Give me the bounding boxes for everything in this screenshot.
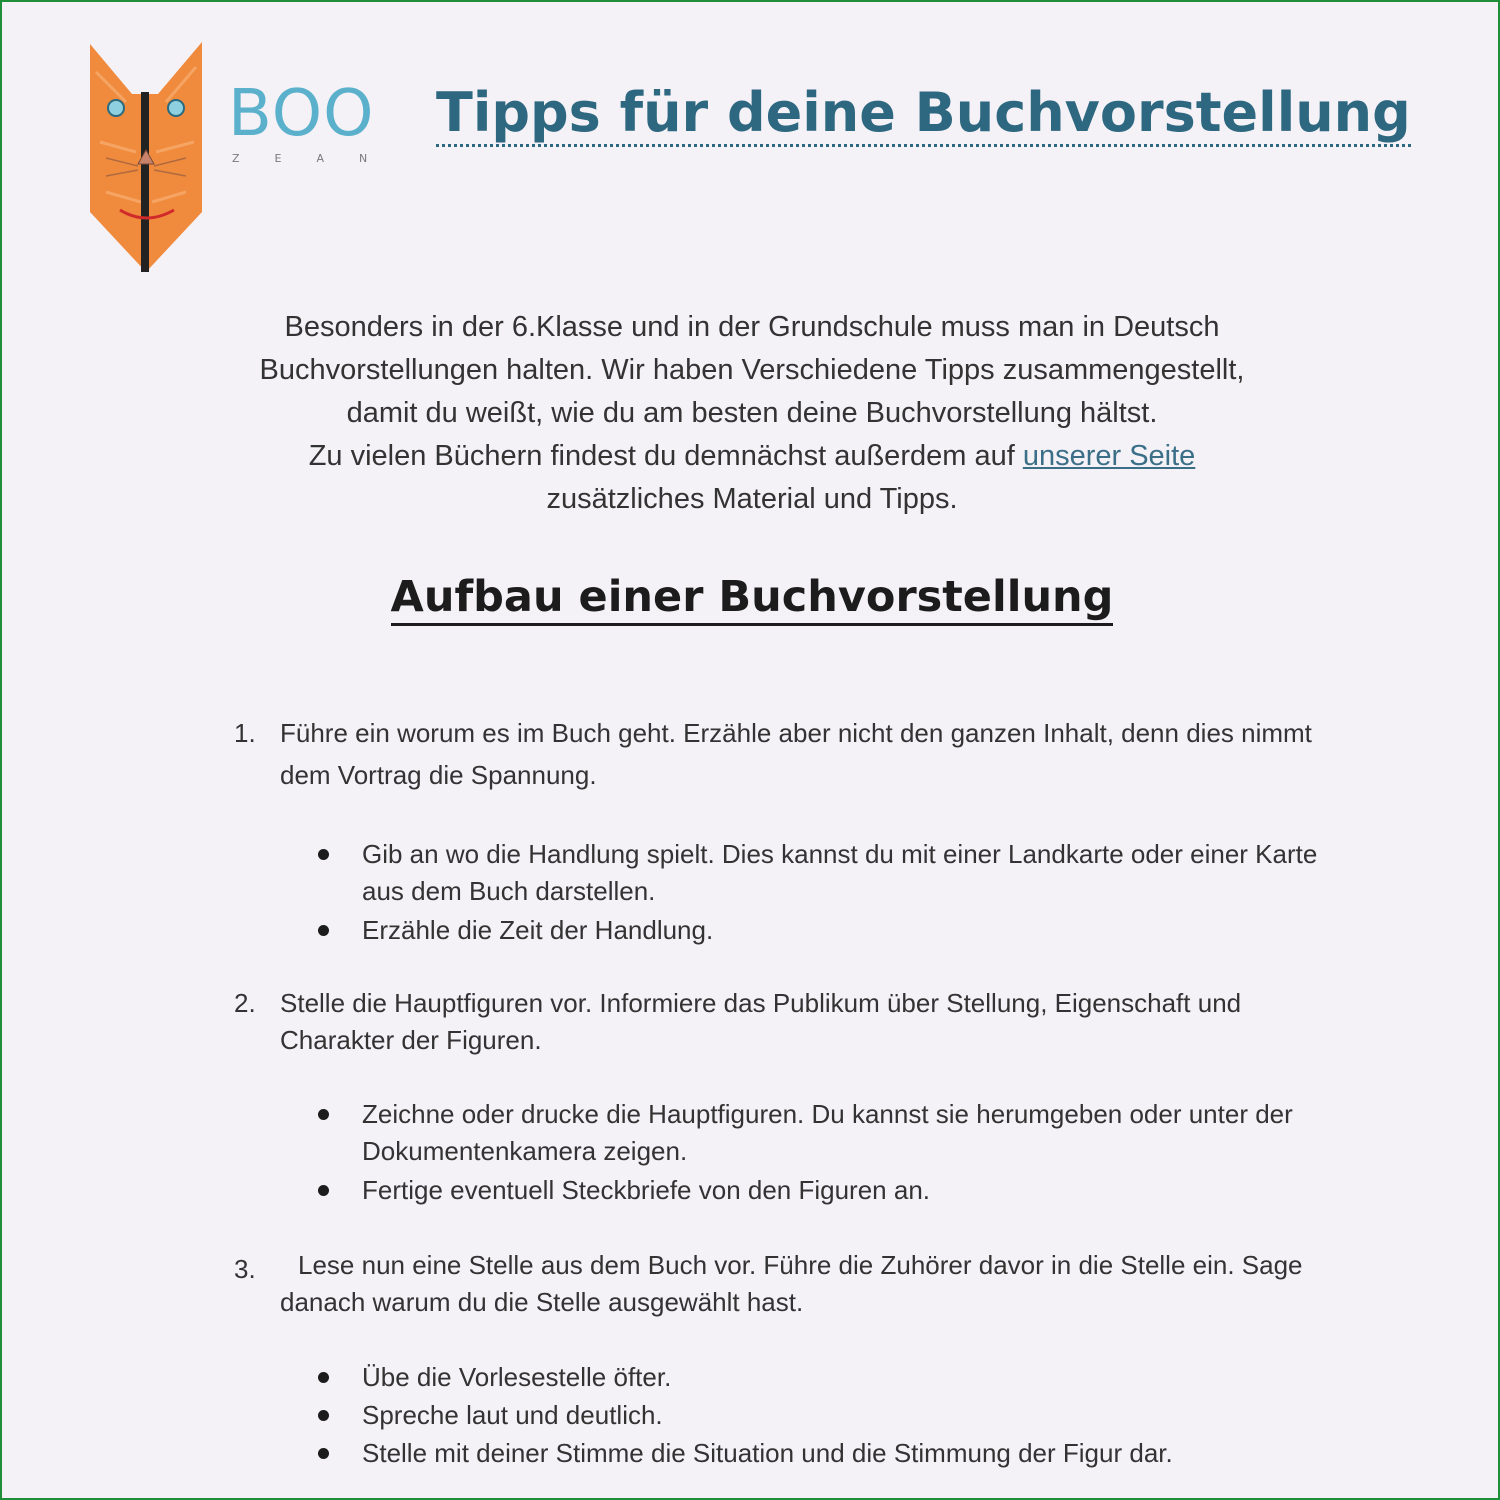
bullet-text: Erzähle die Zeit der Handlung. — [362, 915, 714, 945]
bullet-dot-icon — [318, 1372, 329, 1383]
list-item — [314, 912, 1344, 949]
intro-text: Zu vielen Büchern findest du demnächst außerdem auf — [308, 440, 1023, 472]
bullet-text: Gib an wo die Handlung spielt. Dies kannst du mit einer Landkarte oder einer Karte aus dem Buch darstellen. — [362, 839, 1318, 906]
page-title: Tipps für deine Buchvorstellung — [436, 84, 1411, 147]
bullet-dot-icon — [318, 1448, 329, 1459]
bullet-dot-icon — [318, 925, 329, 936]
brand-subtitle: ZEAN — [232, 152, 403, 165]
step-text: Führe ein worum es im Buch geht. Erzähle aber nicht den ganzen Inhalt, denn dies nimmt dem Vortrag die Spannung. — [280, 718, 1312, 790]
intro-line: zusätzliches Material und Tipps. — [546, 483, 958, 515]
step-text: Stelle die Hauptfiguren vor. Informiere das Publikum über Stellung, Eigenschaft und Charakter der Figuren. — [280, 988, 1242, 1055]
step-text: Lese nun eine Stelle aus dem Buch vor. Führe die Zuhörer davor in die Stelle ein. Sage danach warum du die Stelle ausgewählt hast. — [280, 1250, 1303, 1317]
fox-logo-icon — [86, 42, 206, 274]
step-number: 1. — [234, 718, 256, 748]
bullet-list — [314, 1359, 1344, 1472]
section-heading-text: Aufbau einer Buchvorstellung — [391, 572, 1114, 626]
intro-line: damit du weißt, wie du am besten deine Buchvorstellung hältst. — [346, 397, 1158, 429]
step-number: 3. — [234, 1254, 256, 1284]
bullet-dot-icon — [318, 1410, 329, 1421]
bullet-dot-icon — [318, 1109, 329, 1120]
bullet-text: Stelle mit deiner Stimme die Situation und die Stimmung der Figur dar. — [362, 1438, 1173, 1468]
bullet-text: Übe die Vorlesestelle öfter. — [362, 1362, 672, 1392]
list-item — [314, 1359, 1344, 1396]
intro-line: Buchvorstellungen halten. Wir haben Verschiedene Tipps zusammengestellt, — [259, 354, 1245, 386]
bullet-list — [314, 836, 1344, 949]
section-heading — [2, 574, 1500, 621]
list-item — [314, 1096, 1344, 1170]
step-number: 2. — [234, 988, 256, 1018]
list-item — [314, 1435, 1344, 1472]
bullet-dot-icon — [318, 849, 329, 860]
bullet-text: Fertige eventuell Steckbriefe von den Figuren an. — [362, 1175, 931, 1205]
intro-line — [152, 435, 1352, 478]
list-item — [314, 836, 1344, 910]
step-item — [234, 712, 1334, 796]
list-item — [314, 1172, 1344, 1209]
website-link[interactable]: unserer Seite — [1022, 440, 1196, 472]
bullet-dot-icon — [318, 1185, 329, 1196]
step-item — [234, 985, 1334, 1059]
step-item — [234, 1247, 1334, 1321]
brand-name: BOO — [228, 77, 375, 151]
intro-line: Besonders in der 6.Klasse und in der Grundschule muss man in Deutsch — [284, 311, 1220, 343]
bullet-text: Zeichne oder drucke die Hauptfiguren. Du kannst sie herumgeben oder unter der Dokumentenkamera zeigen. — [362, 1099, 1293, 1166]
list-item — [314, 1397, 1344, 1434]
bullet-list — [314, 1096, 1344, 1209]
intro-paragraph — [152, 306, 1352, 521]
bullet-text: Spreche laut und deutlich. — [362, 1400, 663, 1430]
